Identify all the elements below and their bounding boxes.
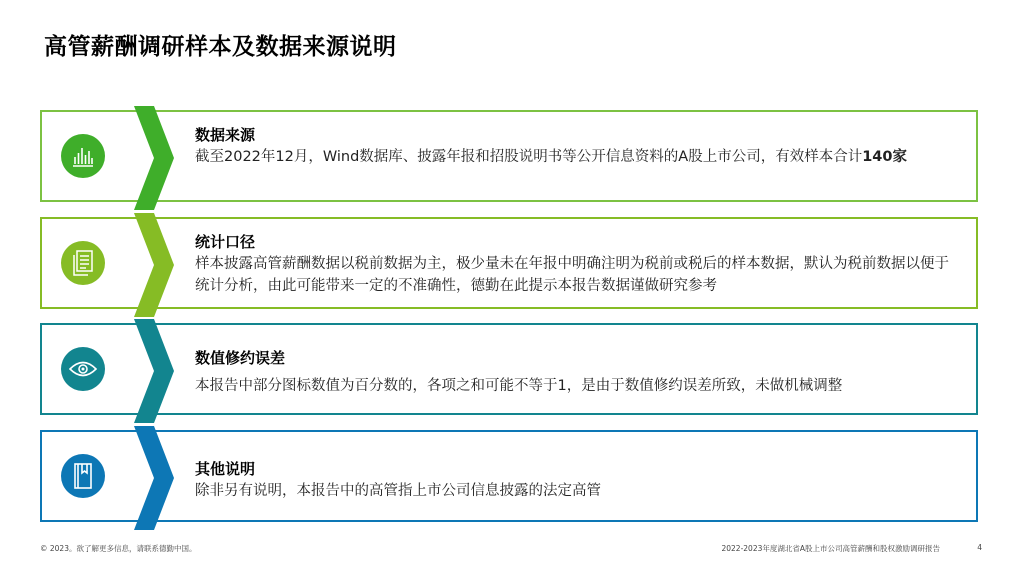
page-title: 高管薪酬调研样本及数据来源说明 bbox=[44, 34, 397, 60]
eye-icon bbox=[61, 347, 105, 391]
footer-copyright: © 2023。欲了解更多信息，请联系德勤中国。 bbox=[40, 544, 197, 553]
card-statistical-basis bbox=[40, 217, 978, 309]
card-data-source bbox=[40, 110, 978, 202]
card-icon-zone bbox=[42, 112, 142, 200]
bar-chart-icon bbox=[61, 134, 105, 178]
card-body: 本报告中部分图标数值为百分数的，各项之和可能不等于1，是由于数值修约误差所致，未做机械调整 bbox=[195, 378, 843, 394]
book-icon bbox=[61, 454, 105, 498]
card-rounding-error bbox=[40, 323, 978, 415]
page-number: 4 bbox=[977, 543, 982, 552]
chevron-arrow bbox=[134, 319, 174, 423]
card-heading: 数值修约误差 bbox=[195, 349, 286, 367]
card-body: 除非另有说明，本报告中的高管指上市公司信息披露的法定高管 bbox=[195, 483, 601, 499]
chevron-arrow bbox=[134, 426, 174, 530]
footer-report-title: 2022-2023年度湖北省A股上市公司高管薪酬和股权激励调研报告 bbox=[721, 544, 940, 553]
chevron-arrow bbox=[134, 106, 174, 210]
card-body: 样本披露高管薪酬数据以税前数据为主，极少量未在年报中明确注明为税前或税后的样本数据，默认为税前数据以便于统计分析，由此可能带来一定的不准确性，德勤在此提示本报告数据谨做研究参考 bbox=[195, 256, 949, 294]
card-body: 截至2022年12月，Wind数据库、披露年报和招股说明书等公开信息资料的A股上市公司，有效样本合计140家 bbox=[195, 149, 907, 165]
card-other-notes bbox=[40, 430, 978, 522]
chevron-arrow bbox=[134, 213, 174, 317]
card-icon-zone bbox=[42, 432, 142, 520]
card-heading: 数据来源 bbox=[195, 126, 256, 144]
card-heading: 其他说明 bbox=[195, 460, 256, 478]
sample-count: 140家 bbox=[862, 149, 907, 165]
card-icon-zone bbox=[42, 219, 142, 307]
card-heading: 统计口径 bbox=[195, 233, 256, 251]
documents-icon bbox=[61, 241, 105, 285]
card-icon-zone bbox=[42, 325, 142, 413]
